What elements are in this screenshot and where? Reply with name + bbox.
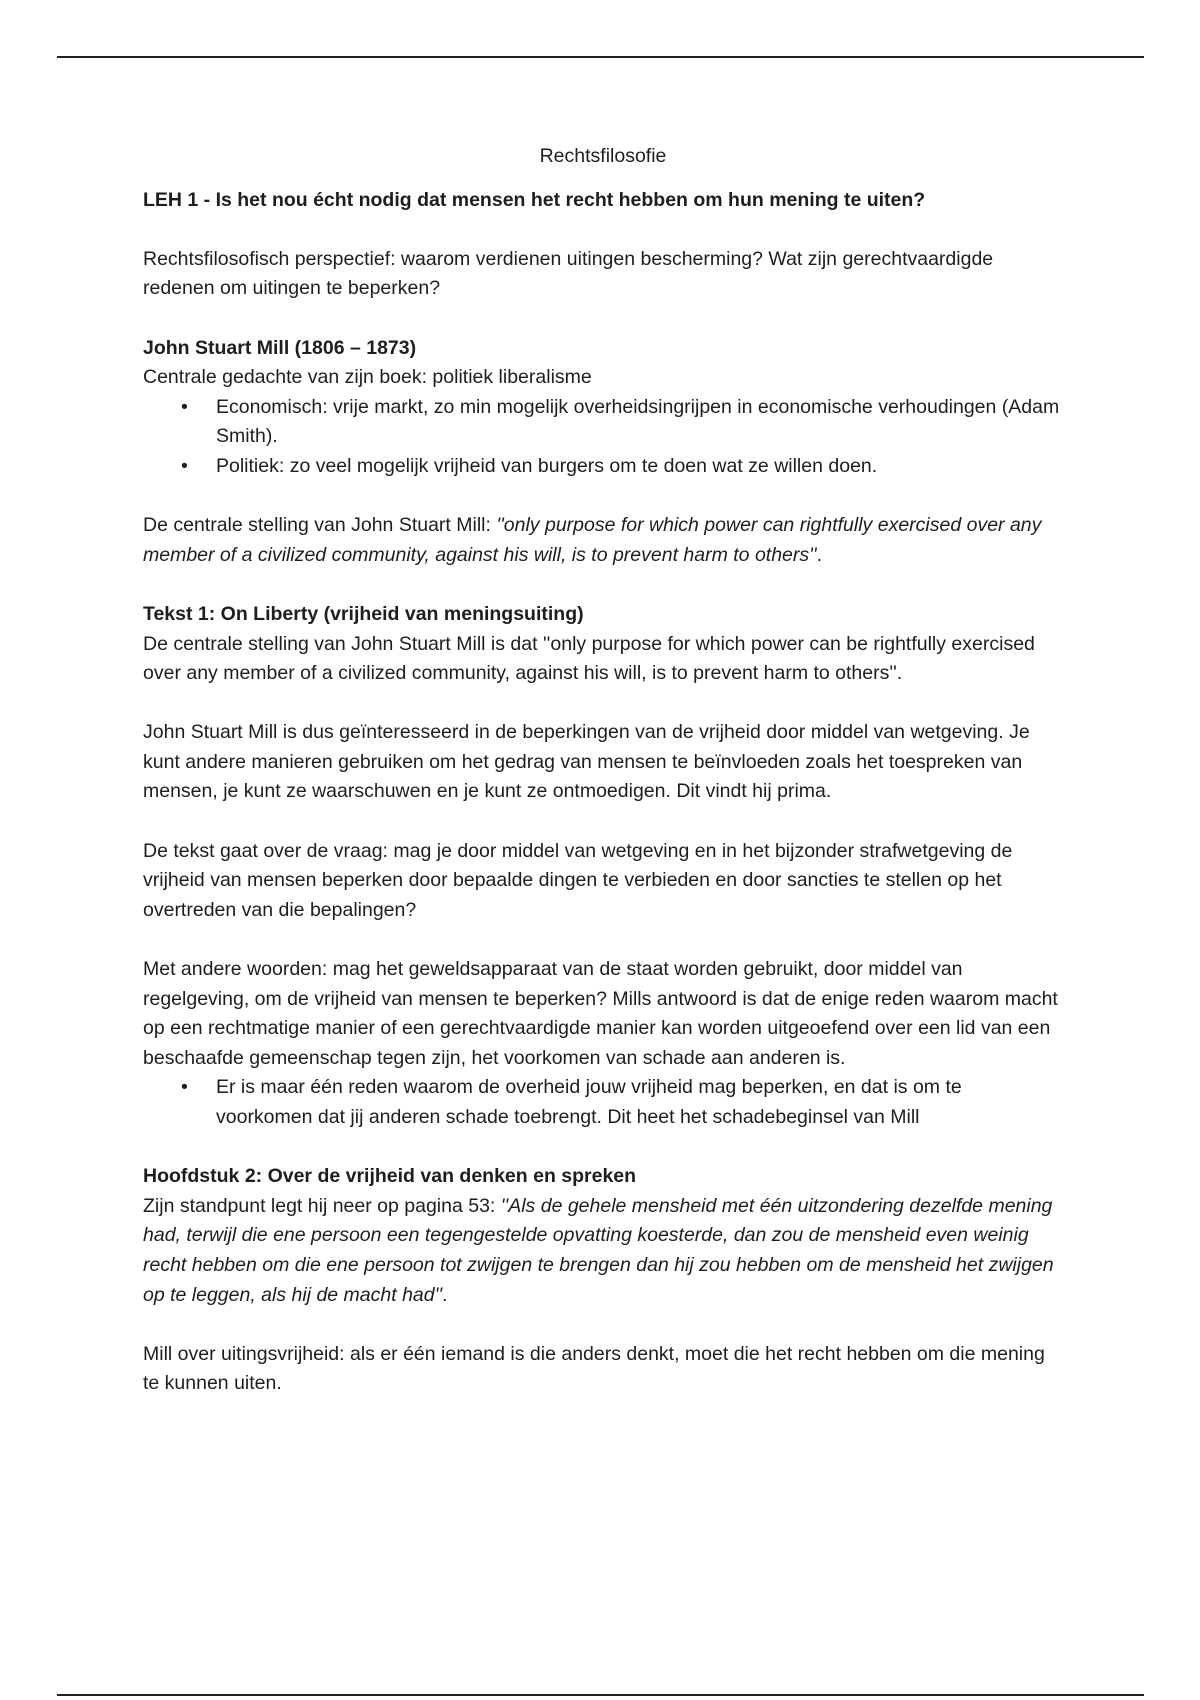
list-item-text: Politiek: zo veel mogelijk vrijheid van burgers om te doen wat ze willen doen. — [216, 454, 878, 477]
list-item — [143, 452, 1063, 482]
chapter2-heading: Hoofdstuk 2: Over de vrijheid van denken en spreken — [143, 1165, 637, 1188]
mill-bullet-list — [143, 393, 1063, 482]
thesis-paragraph — [143, 511, 1063, 570]
tekst1-paragraph-1: De centrale stelling van John Stuart Mill is dat ''only purpose for which power can be rightfully exercised over any member of a civilized community, against his will, is to prevent harm to others''. — [143, 632, 1035, 685]
tekst1-bullet-list — [143, 1073, 1063, 1132]
chapter2-paragraph — [143, 1192, 1063, 1310]
document-title: Rechtsfilosofie — [539, 145, 667, 167]
chapter2-quote: ''Als de gehele mensheid met één uitzondering dezelfde mening had, terwijl die ene persoon een tegengestelde opvatting koesterde, dan zou de mensheid even weinig recht hebben om die ene persoon tot zwijgen te brengen dan hij zou hebben om de mensheid het zwijgen op te leggen, als hij de macht had'' — [143, 1194, 1054, 1306]
thesis-quote: ''only purpose for which power can rightfully exercised over any member of a civilized community, against his will, is to prevent harm to others'' — [143, 514, 1042, 566]
chapter2-lead: Zijn standpunt legt hij neer op pagina 53: — [143, 1194, 501, 1217]
tekst1-paragraph-4: Met andere woorden: mag het geweldsapparaat van de staat worden gebruikt, door middel van regelgeving, om de vrijheid van mensen te beperken? Mills antwoord is dat de enige reden waarom macht op een rechtmatige manier of een gerechtvaardigde manier kan worden uitgeoefend over een lid van een beschaafde gemeenschap tegen zijn, het voorkomen van schade aan anderen is. — [143, 958, 1058, 1069]
bullet-icon: • — [181, 454, 188, 477]
list-item-text: Economisch: vrije markt, zo min mogelijk overheidsingrijpen in economische verhoudingen (Adam Smith). — [216, 395, 1060, 448]
document-body — [143, 142, 1063, 1399]
thesis-end: . — [816, 543, 823, 566]
intro-paragraph: Rechtsfilosofisch perspectief: waarom verdienen uitingen bescherming? Wat zijn gerechtvaardigde redenen om uitingen te beperken? — [143, 247, 994, 300]
mill-central-thought: Centrale gedachte van zijn boek: politiek liberalisme — [143, 366, 592, 389]
tekst1-heading: Tekst 1: On Liberty (vrijheid van meningsuiting) — [143, 602, 584, 625]
chapter2-end: . — [442, 1283, 448, 1306]
closing-paragraph: Mill over uitingsvrijheid: als er één iemand is die anders denkt, moet die het recht hebben om die mening te kunnen uiten. — [143, 1342, 1045, 1395]
lecture-heading: LEH 1 - Is het nou écht nodig dat mensen het recht hebben om hun mening te uiten? — [143, 188, 926, 211]
bottom-rule — [57, 1694, 1144, 1696]
tekst1-paragraph-2: John Stuart Mill is dus geïnteresseerd in de beperkingen van de vrijheid door middel van wetgeving. Je kunt andere manieren gebruiken om het gedrag van mensen te beïnvloeden zoals het toespreken van mensen, je kunt ze waarschuwen en je kunt ze ontmoedigen. Dit vindt hij prima. — [143, 721, 1030, 803]
thesis-lead: De centrale stelling van John Stuart Mill: — [143, 514, 497, 537]
list-item — [143, 1073, 1063, 1132]
tekst1-paragraph-3: De tekst gaat over de vraag: mag je door middel van wetgeving en in het bijzonder strafwetgeving de vrijheid van mensen beperken door bepaalde dingen te verbieden en door sancties te stellen op het overtreden van die bepalingen? — [143, 839, 1013, 921]
bullet-icon: • — [181, 395, 188, 418]
bullet-icon: • — [181, 1076, 188, 1099]
list-item — [143, 393, 1063, 452]
top-rule — [57, 56, 1144, 58]
list-item-text: Er is maar één reden waarom de overheid jouw vrijheid mag beperken, en dat is om te voorkomen dat jij anderen schade toebrengt. Dit heet het schadebeginsel van Mill — [216, 1076, 962, 1128]
mill-heading: John Stuart Mill (1806 – 1873) — [143, 336, 417, 359]
